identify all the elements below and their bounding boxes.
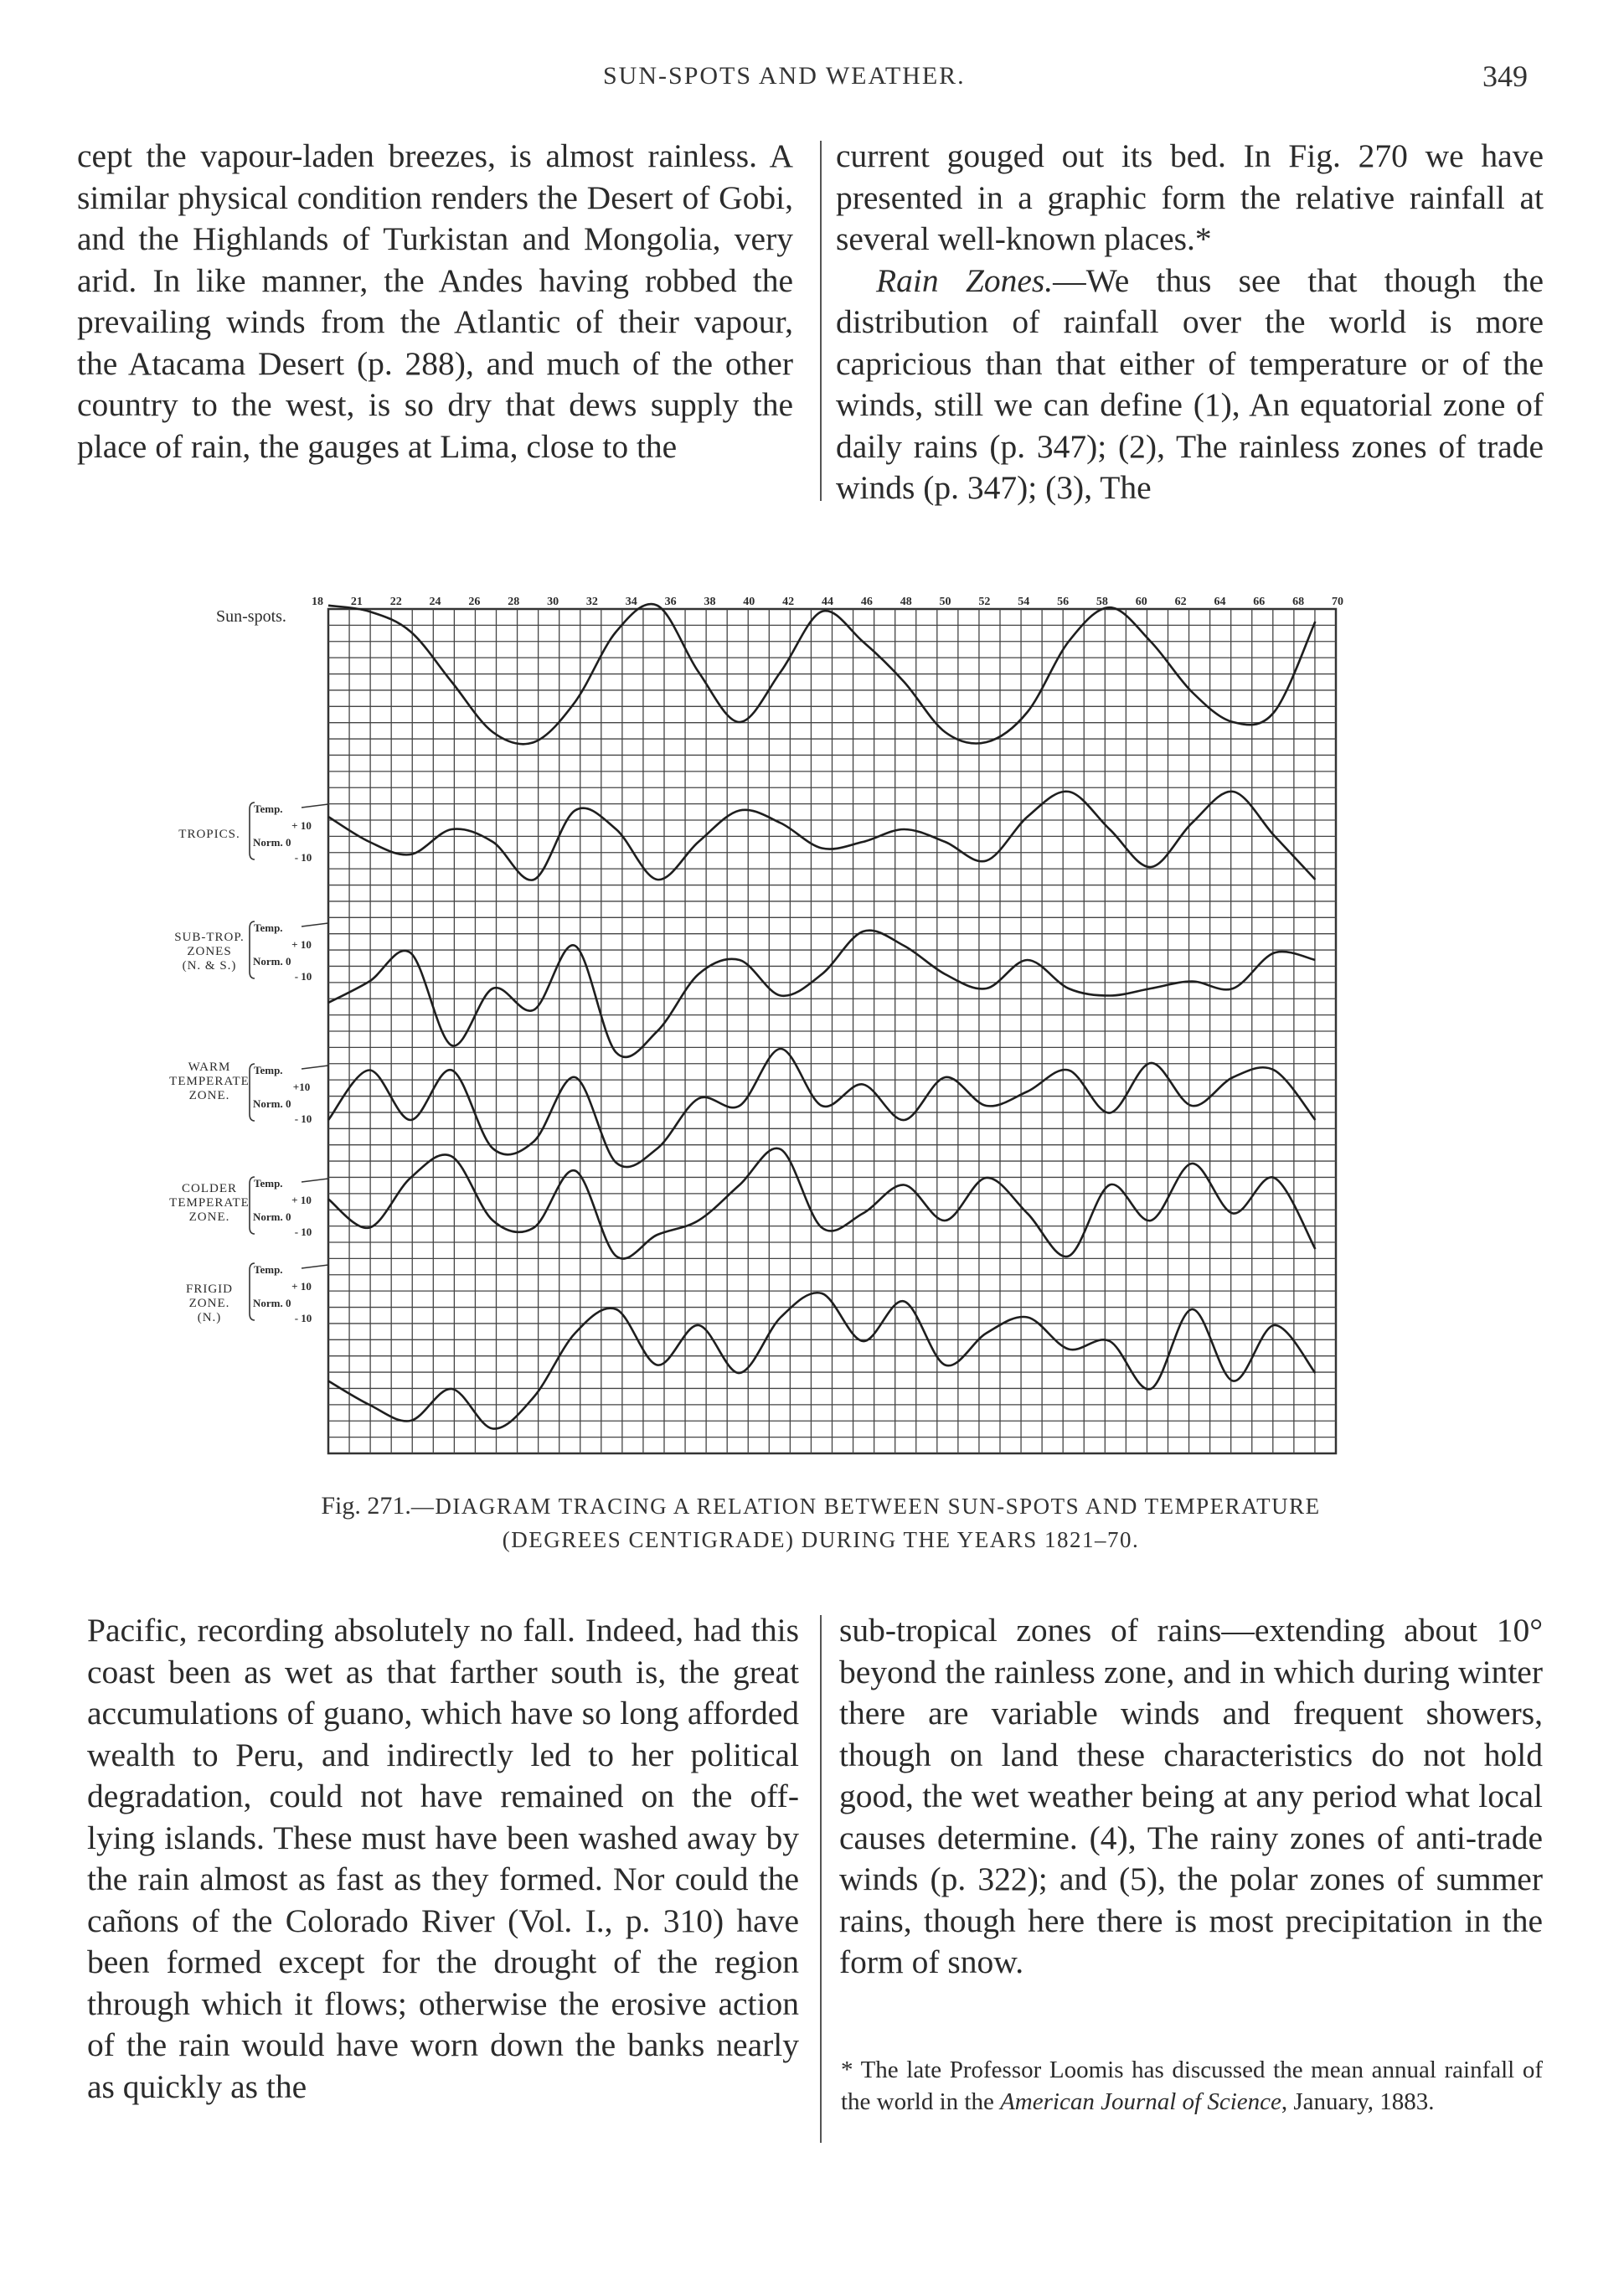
sunspot-label: Sun-spots.	[216, 607, 286, 626]
left-column-bottom	[87, 1610, 799, 2108]
year-tick-label: 68	[1292, 596, 1305, 608]
year-tick-label: 70	[1332, 596, 1343, 608]
year-tick-label: 54	[1018, 596, 1030, 608]
rain-zones-heading: Rain Zones.	[876, 261, 1054, 299]
paragraph: Pacific, recording absolutely no fall. Indeed, had this coast been as wet as that farther south is, the great accumulations of guano, which have so long afforded wealth to Peru, and indirectly led to her political degradation, could not have remained on the off-lying islands. These must have been washed away by the rain almost as fast as they formed. Nor could the cañons of the Colorado River (Vol. I., p. 310) have been formed except for the drought of the region through which it flows; otherwise the erosive action of the rain would have worn down the banks nearly as quickly as the	[87, 1612, 799, 2105]
minus-ten-label: - 10	[294, 1312, 312, 1324]
plus-ten-label: + 10	[291, 1280, 312, 1293]
temp-label: Temp.	[254, 1177, 283, 1190]
zone-label: (N.)	[197, 1311, 222, 1324]
year-tick-label: 32	[585, 596, 598, 608]
zone-label: ZONE.	[188, 1297, 230, 1310]
year-tick-label: 18	[312, 596, 323, 608]
year-tick-label: 38	[704, 596, 716, 608]
year-tick-label: 58	[1096, 596, 1108, 608]
chart-curves	[328, 604, 1315, 1429]
year-tick-label: 56	[1057, 596, 1070, 608]
chart-grid	[328, 609, 1336, 1453]
series-line-2	[328, 792, 1315, 880]
plus-ten-label: +10	[292, 1081, 311, 1093]
year-tick-labels	[312, 596, 1343, 608]
year-tick-label: 46	[860, 596, 873, 608]
year-tick-label: 62	[1174, 596, 1187, 608]
caption-text: —DIAGRAM TRACING A RELATION BETWEEN SUN-SPOTS AND TEMPERATURE	[410, 1494, 1321, 1519]
paragraph: cept the vapour-laden breezes, is almost rainless. A similar physical condition renders the Desert of Gobi, and the Highlands of Turkistan and Mongolia, very arid. In like manner, the Andes having robbed the prevailing winds from the Atlantic of their vapour, the Atacama Desert (p. 288), and much of the other country to the west, is so dry that dews supply the place of rain, the gauges at Lima, close to the	[77, 137, 793, 465]
temp-leader	[302, 923, 328, 926]
temp-label: Temp.	[254, 921, 283, 934]
year-tick-label: 50	[939, 596, 951, 608]
footnote-lead: * The late Professor Loomis has discussed the mean annual rainfall of the world in the	[841, 2057, 1543, 2115]
minus-ten-label: - 10	[294, 1112, 312, 1125]
year-tick-label: 66	[1253, 596, 1266, 608]
paragraph-body: —We thus see that though the distribution of rainfall over the world is more capricious than that either of temperature or of the winds, still we can define (1), An equatorial zone of daily rains (p. 347); (2), The rainless zones of trade winds (p. 347); (3), The	[836, 261, 1544, 506]
zone-label: TEMPERATE	[169, 1196, 250, 1210]
zone-label: COLDER	[182, 1182, 237, 1195]
year-tick-label: 64	[1214, 596, 1226, 608]
figure-caption	[276, 1489, 1365, 1556]
zone-label: WARM	[188, 1061, 231, 1074]
year-tick-label: 48	[900, 596, 912, 608]
zone-labels	[169, 607, 328, 1324]
temp-leader	[302, 1265, 328, 1268]
temp-label: Temp.	[254, 803, 283, 815]
footnote-journal: American Journal of Science	[1000, 2088, 1281, 2115]
page-number: 349	[1482, 59, 1528, 93]
temp-leader	[302, 1179, 328, 1182]
paragraph: current gouged out its bed. In Fig. 270 we have presented in a graphic form the relative rainfall at several well-known places.*	[836, 137, 1544, 257]
temp-label: Temp.	[254, 1064, 283, 1076]
norm-label: Norm. 0	[253, 836, 291, 849]
norm-label: Norm. 0	[253, 1297, 291, 1309]
plus-ten-label: + 10	[291, 819, 312, 832]
series-line-4	[328, 1049, 1315, 1167]
zone-label: FRIGID	[185, 1283, 234, 1296]
footnote	[841, 2054, 1543, 2118]
zone-label: TROPICS.	[178, 828, 240, 841]
year-tick-label: 36	[664, 596, 677, 608]
zone-label: TEMPERATE	[169, 1075, 250, 1088]
minus-ten-label: - 10	[294, 1226, 312, 1238]
footnote-tail: , January, 1883.	[1281, 2088, 1435, 2115]
norm-label: Norm. 0	[253, 955, 291, 968]
minus-ten-label: - 10	[294, 851, 312, 864]
year-tick-label: 52	[978, 596, 991, 608]
caption-number: Fig. 271.	[321, 1492, 411, 1520]
series-line-6	[328, 1293, 1315, 1428]
year-tick-label: 30	[547, 596, 559, 608]
zone-label: (N. & S.)	[182, 959, 237, 973]
column-rule-bottom	[820, 1615, 822, 2143]
zone-label: ZONE.	[188, 1089, 230, 1102]
zone-label: ZONES	[187, 945, 232, 958]
norm-label: Norm. 0	[253, 1210, 291, 1223]
minus-ten-label: - 10	[294, 970, 312, 983]
temp-label: Temp.	[254, 1263, 283, 1276]
year-tick-label: 34	[625, 596, 637, 608]
year-tick-label: 28	[508, 596, 520, 608]
zone-label: ZONE.	[188, 1210, 230, 1224]
norm-label: Norm. 0	[253, 1097, 291, 1110]
year-tick-label: 22	[389, 596, 402, 608]
year-tick-label: 21	[350, 596, 363, 608]
right-column-bottom	[839, 1610, 1543, 1984]
year-tick-label: 42	[782, 596, 795, 608]
zone-label: SUB-TROP.	[174, 931, 245, 944]
paragraph: sub-tropical zones of rains—extending about 10° beyond the rainless zone, and in which during winter there are variable winds and frequent showers, though on land these characteristics do not hold good, the wet weather being at any period what local causes determine. (4), The rainy zones of anti-trade winds (p. 322); and (5), the polar zones of summer rains, though here there is most precipitation in the form of snow.	[839, 1612, 1543, 1980]
series-line-3	[328, 931, 1315, 1057]
year-tick-label: 44	[822, 596, 833, 608]
temp-leader	[302, 1066, 328, 1069]
year-tick-label: 60	[1135, 596, 1147, 608]
caption-text-2: (DEGREES CENTIGRADE) DURING THE YEARS 1821–70.	[502, 1527, 1140, 1552]
plus-ten-label: + 10	[291, 938, 312, 951]
year-tick-label: 24	[429, 596, 441, 608]
running-title: SUN-SPOTS AND WEATHER.	[603, 62, 966, 90]
plus-ten-label: + 10	[291, 1194, 312, 1206]
year-tick-label: 40	[743, 596, 755, 608]
temp-leader	[302, 804, 328, 808]
year-tick-label: 26	[468, 596, 481, 608]
